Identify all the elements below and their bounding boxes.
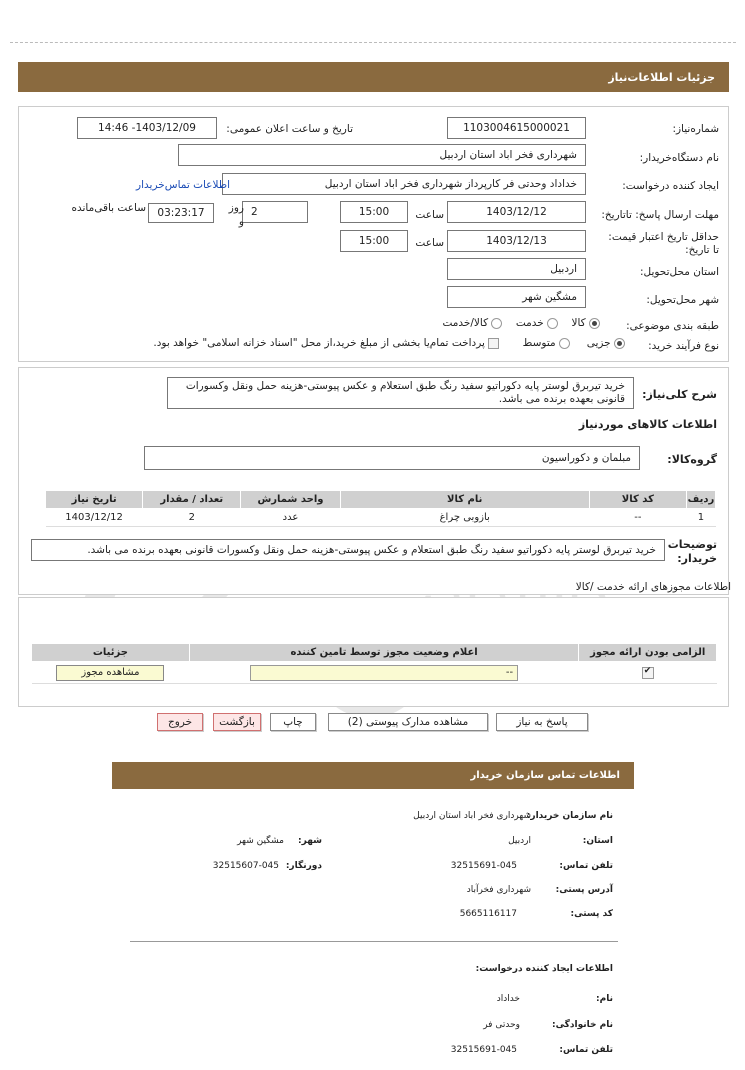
need-number-field: 1103004615000021 bbox=[447, 117, 586, 139]
print-button[interactable]: چاپ bbox=[270, 713, 316, 731]
col-unit: واحد شمارش bbox=[241, 491, 340, 509]
details-header bbox=[18, 62, 729, 92]
buyer-contact-link[interactable]: اطلاعات تماس‌خریدار bbox=[136, 179, 230, 191]
announce-label: تاریخ و ساعت اعلان عمومی: bbox=[226, 123, 353, 135]
contact-postal-label: کد پستی: bbox=[570, 909, 613, 919]
contact-phone-label: تلفن تماس: bbox=[559, 861, 613, 871]
col-row: ردیف bbox=[686, 491, 715, 509]
permits-table bbox=[31, 643, 717, 684]
contact-province-label: استان: bbox=[582, 836, 613, 846]
buyer-org-field: شهرداری فخر اباد استان اردبیل bbox=[178, 144, 586, 166]
permits-table-header bbox=[32, 644, 717, 662]
view-permit-button[interactable]: مشاهده مجوز bbox=[56, 665, 164, 681]
announce-field: 1403/12/09- 14:46 bbox=[77, 117, 217, 139]
process-small-radio[interactable] bbox=[614, 338, 625, 349]
cell-qty: 2 bbox=[143, 509, 241, 527]
contact-postal-value: 5665116117 bbox=[459, 909, 517, 919]
remaining-time-field: 03:23:17 bbox=[148, 203, 214, 223]
col-name: نام کالا bbox=[340, 491, 589, 509]
col-permit-details: جزئیات bbox=[32, 644, 190, 662]
cell-row: 1 bbox=[686, 509, 715, 527]
cell-name: بازوبی چراغ bbox=[340, 509, 589, 527]
contact-address-label: آدرس پستی: bbox=[555, 885, 613, 895]
process-small-label: جزیی bbox=[586, 337, 611, 349]
creator-phone-value: 32515691-045 bbox=[450, 1045, 517, 1055]
cell-date: 1403/12/12 bbox=[46, 509, 143, 527]
group-label: گروه‌کالا: bbox=[667, 453, 717, 466]
cell-code: -- bbox=[589, 509, 686, 527]
need-number-label: شماره‌نیاز: bbox=[672, 123, 719, 135]
contact-divider bbox=[130, 941, 618, 942]
category-both-radio[interactable] bbox=[491, 318, 502, 329]
contact-fax-value: 32515607-045 bbox=[212, 861, 279, 871]
permits-title: اطلاعات مجوزهای ارائه خدمت /کالا bbox=[575, 581, 731, 593]
col-code: کد کالا bbox=[589, 491, 686, 509]
reply-time-label: ساعت bbox=[415, 209, 444, 221]
contact-city-label: شهر: bbox=[298, 836, 322, 846]
desc-box: خرید تیربرق لوستر پایه دکوراتیو سفید رنگ طبق استعلام و عکس پیوستی-هزینه حمل ونقل وکسورات قانونی بعهده برنده می باشد. bbox=[167, 377, 634, 409]
category-goods-radio[interactable] bbox=[589, 318, 600, 329]
creator-title: اطلاعات ایجاد کننده درخواست: bbox=[475, 964, 613, 974]
cell-unit: عدد bbox=[241, 509, 340, 527]
treasury-note: پرداخت تمام‌یا بخشی از مبلغ خرید،از محل "اسناد خزانه اسلامی" خواهد بود. bbox=[153, 337, 485, 349]
back-button[interactable]: بازگشت bbox=[213, 713, 261, 731]
validity-time-label: ساعت bbox=[415, 237, 444, 249]
contact-header bbox=[112, 762, 634, 789]
permit-status-field[interactable]: -- bbox=[250, 665, 518, 681]
col-qty: تعداد / مقدار bbox=[143, 491, 241, 509]
city-label: شهر محل‌تحویل: bbox=[646, 294, 719, 306]
contact-org-value: شهرداری فخر اباد استان اردبیل bbox=[413, 811, 531, 821]
group-field: مبلمان و دکوراسیون bbox=[144, 446, 640, 470]
category-options bbox=[420, 317, 600, 329]
reply-button[interactable]: پاسخ به نیاز bbox=[496, 713, 588, 731]
top-divider bbox=[10, 42, 736, 43]
buyer-notes-box: خرید تیربرق لوستر پایه دکوراتیو سفید رنگ طبق استعلام و عکس پیوستی-هزینه حمل ونقل وکسورات قانونی بعهده برنده می باشد. bbox=[31, 539, 665, 561]
validity-label: حداقل تاریخ اعتبار قیمت: تا تاریخ: bbox=[608, 231, 719, 256]
contact-org-label: نام سازمان خریدار: bbox=[526, 811, 613, 821]
goods-table-header bbox=[46, 491, 716, 509]
category-service-label: خدمت bbox=[515, 317, 544, 329]
col-permit-required: الزامی بودن ارائه مجوز bbox=[579, 644, 717, 662]
process-label: نوع فرآیند خرید: bbox=[648, 340, 719, 352]
table-row bbox=[32, 662, 717, 684]
details-title: جزئیات اطلاعات‌نیاز bbox=[608, 70, 715, 84]
process-medium-label: متوسط bbox=[522, 337, 556, 349]
days-label: روز و bbox=[228, 202, 244, 228]
days-field: 2 bbox=[242, 201, 308, 223]
province-label: استان محل‌تحویل: bbox=[639, 266, 719, 278]
reply-deadline-label: مهلت ارسال پاسخ: تاتاریخ: bbox=[601, 209, 719, 221]
contact-phone-value: 32515691-045 bbox=[450, 861, 517, 871]
contact-title: اطلاعات تماس سازمان خریدار bbox=[470, 770, 620, 781]
category-service-radio[interactable] bbox=[547, 318, 558, 329]
reply-time-field: 15:00 bbox=[340, 201, 408, 223]
category-goods-label: کالا bbox=[571, 317, 586, 329]
permit-required-checkbox[interactable] bbox=[642, 667, 654, 679]
category-label: طبقه بندی موضوعی: bbox=[626, 320, 719, 332]
category-both-label: کالا/خدمت bbox=[442, 317, 489, 329]
buyer-org-label: نام دستگاه‌خریدار: bbox=[639, 152, 719, 164]
requester-label: ایجاد کننده درخواست: bbox=[622, 180, 719, 192]
contact-address-value: شهرداری فخرآباد bbox=[466, 885, 531, 895]
contact-city-value: مشگین شهر bbox=[237, 836, 284, 846]
col-permit-status: اعلام وضعیت مجوز توسط تامین کننده bbox=[189, 644, 579, 662]
goods-table bbox=[45, 490, 716, 527]
creator-phone-label: تلفن تماس: bbox=[559, 1045, 613, 1055]
table-row bbox=[46, 509, 716, 527]
desc-label: شرح کلی‌نیاز: bbox=[642, 388, 717, 401]
contact-province-value: اردبیل bbox=[508, 836, 531, 846]
col-date: تاریخ نیاز bbox=[46, 491, 143, 509]
process-options bbox=[100, 337, 625, 349]
exit-button[interactable]: خروج bbox=[157, 713, 203, 731]
province-field: اردبیل bbox=[447, 258, 586, 280]
creator-family-label: نام خانوادگی: bbox=[551, 1020, 613, 1030]
process-medium-radio[interactable] bbox=[559, 338, 570, 349]
treasury-checkbox[interactable] bbox=[488, 338, 499, 349]
buyer-notes-label: توضیحات خریدار: bbox=[667, 538, 717, 565]
remaining-label: ساعت باقی‌مانده bbox=[71, 202, 146, 214]
creator-name-value: خداداد bbox=[496, 994, 520, 1004]
city-field: مشگین شهر bbox=[447, 286, 586, 308]
creator-family-value: وحدتی فر bbox=[483, 1020, 520, 1030]
validity-date-field: 1403/12/13 bbox=[447, 230, 586, 252]
reply-date-field: 1403/12/12 bbox=[447, 201, 586, 223]
creator-name-label: نام: bbox=[596, 994, 613, 1004]
attachments-button[interactable]: مشاهده مدارک پیوستی (2) bbox=[328, 713, 488, 731]
check-mark-icon: ✔ bbox=[643, 665, 652, 676]
contact-fax-label: دورنگار: bbox=[285, 861, 322, 871]
goods-info-label: اطلاعات کالاهای موردنیاز bbox=[578, 418, 717, 431]
requester-field: خداداد وحدتی فر کارپرداز شهرداری فخر اباد استان اردبیل bbox=[222, 173, 586, 195]
validity-time-field: 15:00 bbox=[340, 230, 408, 252]
